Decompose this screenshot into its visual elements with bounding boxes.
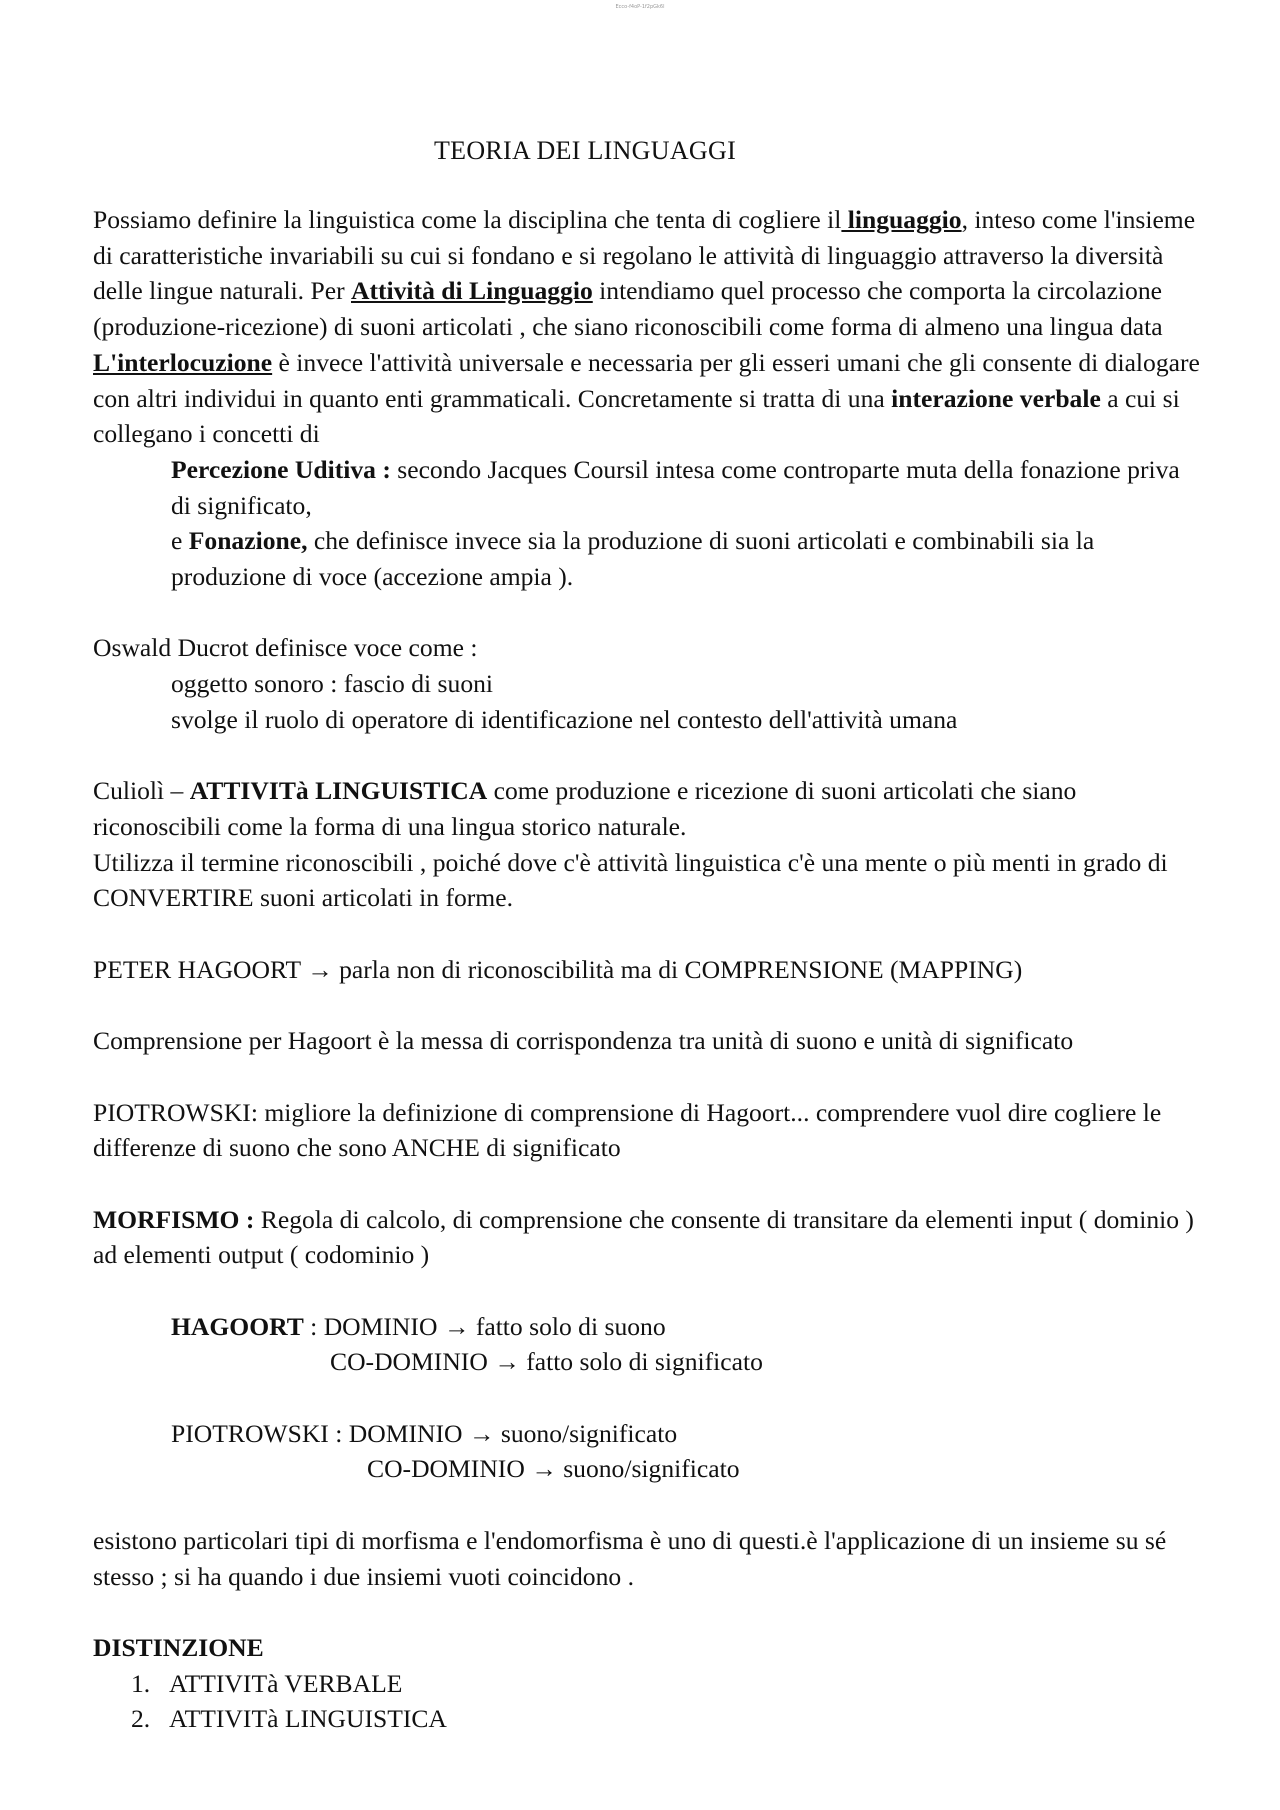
term-interlocuzione: L'interlocuzione [93,347,273,377]
text-run: è invece l'attività universale e necessaria per gli esseri umani che gli consente di dialogare con altri individui in quanto enti grammaticali. Concretamente si tratta di una [93,347,1200,413]
text-run: Regola di calcolo, di comprensione che consente di transitare da elementi input ( dominio ) ad elementi output ( codominio ) [93,1204,1194,1270]
piotrowski-dominio: PIOTROWSKI : DOMINIO → suono/significato [171,1418,678,1448]
text-run: a cui si collegano i concetti di [93,383,1180,449]
spacer [93,738,1203,774]
distinzione-title: DISTINZIONE [93,1632,264,1662]
text-run: Culiolì – [93,776,190,806]
ducrot-intro: Oswald Ducrot definisce voce come : [93,633,478,663]
paragraph-riconoscibili: Utilizza il termine riconoscibili , poiché dove c'è attività linguistica c'è una mente o più menti in grado di CONVERTIRE suoni articolati in forme. [93,847,1168,913]
paragraph-piotrowski: PIOTROWSKI: migliore la definizione di comprensione di Hagoort... comprendere vuol dire cogliere le differenze di suono che sono ANCHE di significato [93,1097,1162,1163]
document-body [93,202,1203,1737]
spacer [93,1487,1203,1523]
spacer [93,1380,1203,1416]
text-run: : DOMINIO → fatto solo di suono [303,1311,666,1341]
paragraph-linguistica [93,202,1203,345]
term-percezione-uditiva: Percezione Uditiva : [171,454,391,484]
term-linguaggio: linguaggio [841,205,962,234]
distinzione-heading [93,1630,1203,1666]
list-number: 2. [131,1704,151,1734]
paragraph-culioli [93,773,1203,844]
text-run: secondo Jacques Coursil intesa come controparte muta della fonazione priva di significato, [171,454,1180,520]
term-interazione-verbale: interazione verbale [891,383,1101,413]
piotrowski-codominio: CO-DOMINIO → suono/significato [367,1454,740,1484]
page-title: TEORIA DEI LINGUAGGI [433,136,737,165]
text-run: come produzione e ricezione di suoni articolati che siano riconoscibili come la forma di una lingua storico naturale. [93,776,1077,841]
paragraph-comprensione: Comprensione per Hagoort è la messa di corrispondenza tra unità di suono e unità di significato [93,1026,1074,1056]
term-morfismo: MORFISMO : [93,1204,255,1234]
term-hagoort: HAGOORT [171,1311,304,1341]
spacer [93,595,1203,631]
ducrot-line-2: svolge il ruolo di operatore di identificazione nel contesto dell'attività umana [171,704,958,734]
spacer [93,916,1203,952]
ducrot-line-1: oggetto sonoro : fascio di suoni [171,669,494,699]
spacer [93,1594,1203,1630]
text-run: e [171,526,189,556]
term-attivita-di-linguaggio: Attività di Linguaggio [351,276,593,306]
paragraph-endomorfismo: esistono particolari tipi di morfisma e l'endomorfisma è uno di questi.è l'applicazione di un insieme su sé stesso ; si ha quando i due insiemi vuoti coincidono . [93,1525,1167,1591]
term-attivita-linguistica: ATTIVITà LINGUISTICA [189,776,488,806]
text-run: che definisce invece sia la produzione di suoni articolati e combinabili sia la produzione di voce (accezione ampia ). [171,526,1095,592]
paragraph-interlocuzione [93,345,1203,452]
paragraph-fonazione [93,523,1203,594]
list-item [93,1701,1203,1737]
spacer [93,1166,1203,1202]
paragraph-peter-hagoort: PETER HAGOORT → parla non di riconoscibilità ma di COMPRENSIONE (MAPPING) [93,954,1023,984]
list-label: ATTIVITà VERBALE [169,1668,403,1698]
text-run: intendiamo quel processo che comporta la circolazione (produzione-ricezione) di suoni articolati , che siano riconoscibili come forma di almeno una lingua data [93,276,1163,342]
list-number: 1. [131,1668,151,1698]
paragraph-morfismo [93,1202,1203,1273]
spacer [93,1273,1203,1309]
list-label: ATTIVITà LINGUISTICA [169,1704,447,1734]
spacer [93,1059,1203,1095]
distinzione-list [93,1666,1203,1737]
text-run: Possiamo definire la linguistica come la disciplina che tenta di cogliere il [93,205,842,234]
paragraph-percezione-uditiva [93,452,1203,523]
hagoort-dominio [93,1309,1203,1345]
header-watermark: Ecco-f4oP-1f2pGk6l [615,4,665,10]
spacer [93,987,1203,1023]
list-item [93,1666,1203,1702]
term-fonazione: Fonazione, [188,526,308,556]
hagoort-codominio: CO-DOMINIO → fatto solo di significato [330,1347,763,1377]
text-run: , inteso come l'insieme di caratteristiche invariabili su cui si fondano e si regolano le attività di linguaggio attraverso la diversità delle lingue naturali. Per [93,205,1196,306]
